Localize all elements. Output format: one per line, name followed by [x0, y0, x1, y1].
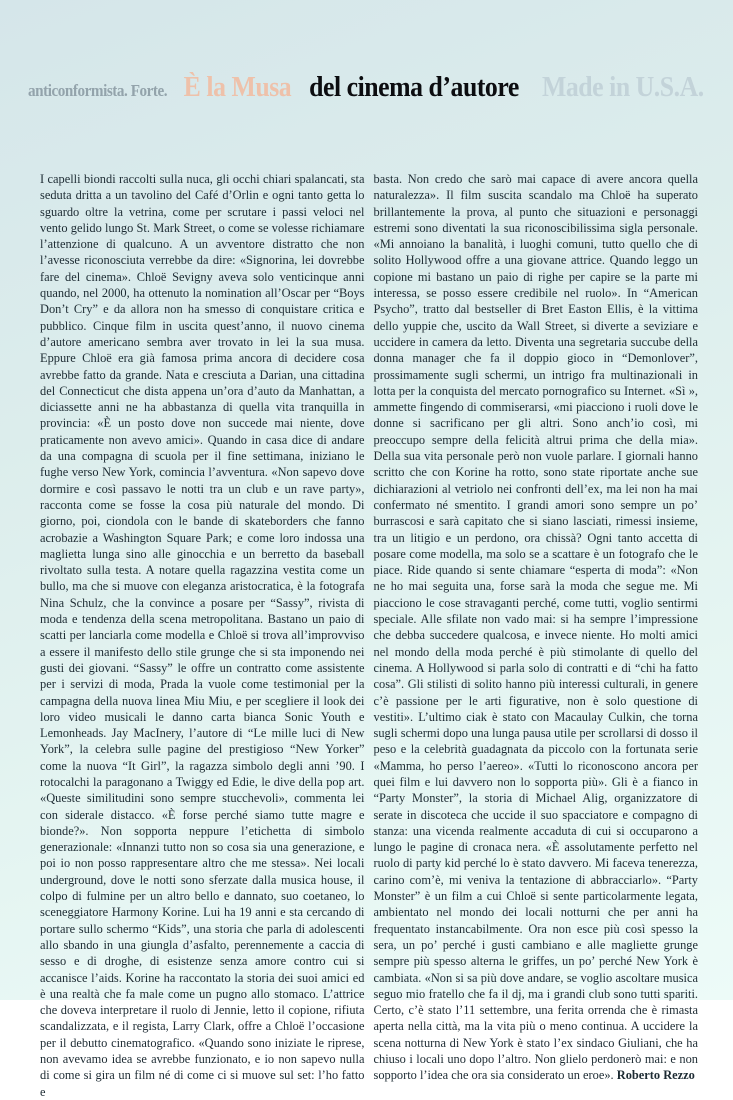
article-text-left: I capelli biondi raccolti sulla nuca, gli occhi chiari spalancati, sta seduta dritta a un tavolino del Café d’Orlin e ogni tanto getta lo sguardo oltre la vetrina, come per scrutare i passi veloci nel vento gelido lungo St. Mark Street, o come se volesse richiamare l’attenzione di qualcuno. A un avventore distratto che non l’avesse riconosciuta verrebbe da dire: «Signorina, lei dovrebbe fare del cinema». Chloë Sevigny aveva solo venticinque anni quando, nel 2000, ha ottenuto la nomination all’Oscar per “Boys Don’t Cry” e da allora non ha smesso di conquistare critica e pubblico. Cinque film in uscita quest’anno, il nuovo cinema d’autore americano sembra aver trovato in lei la sua musa. Eppure Chloë era già famosa prima ancora di decidere cosa avrebbe fatto da grande. Nata e cresciuta a Darian, una cittadina del Connecticut che dista appena un’ora d’auto da Manhattan, a diciassette anni ne ha abbastanza di quella vita tranquilla in provincia: «È un posto dove non succede mai niente, dove praticamente non avevo amici». Quando in casa dice di andare da una compagna di scuola per il fine settimana, iniziano le fughe verso New York, comincia l’avventura. «Non sapevo dove dormire e così passavo le notti tra un club e un rave party», racconta come se fosse la cosa più naturale del mondo. Di giorno, poi, ciondola con le bande di skateborders che fanno acrobazie a Washington Square Park; e come loro indossa una maglietta lunga sino alle ginocchia e un berretto da baseball rivoltato sulla testa. A notare quella ragazzina vestita come un bullo, ma che si muove con eleganza aristocratica, è la fotografa Nina Schulz, che la convince a posare per “Sassy”, rivista di moda e tendenza della scena metropolitana. Bastano un paio di scatti per lanciarla come modella e Chloë si trova all’improvviso a essere il manifesto dello stile grunge che si sta imponendo nei gusti dei giovani. “Sassy” le offre un contratto come assistente per i servizi di moda, Prada la vuole come testimonial per la campagna della nuova linea Miu Miu, e per scegliere il look dei loro video musicali le danno carta bianca Sonic Youth e Lemonheads. Jay MacInery, l’autore di “Le mille luci di New York”, la celebra sulle pagine del prestigioso “New Yorker” come la nuova “It Girl”, la ragazza simbolo degli anni ’90. I rotocalchi la paragonano a Twiggy ed Edie, le dive della pop art. «Queste similitudini sono sempre stucchevoli», commenta lei con siderale distacco. «È forse perché siamo tutte magre e bionde?». Non sopporta neppure l’etichetta di simbolo generazionale: «Innanzi tutto non so cosa sia una generazione, e poi io non posso rappresentare altro che me stessa». Nei locali underground, dove le notti sono sferzate dalla musica house, il colpo di fulmine per un altro bello e dannato, suo coetaneo, lo sceneggiatore Harmony Korine. Lui ha 19 anni e sta cercando di portare sullo schermo “Kids”, una storia che parla di adolescenti allo sbando in una giungla d’asfalto, perennemente a caccia di sesso e di droghe, di esistenze senza amore contro cui si accanisce l’aids. Korine ha raccontato la storia dei suoi amici ed è una realtà che fa male come un pugno allo stomaco. L’attrice che doveva interpretare il ruolo di Jennie, letto il copione, rifiuta scandalizzata, e il regista, Larry Clark, offre a Chloë l’occasione per il debutto cinematografico. «Quando sono iniziate le riprese, non avevamo idea se avrebbe funzionato, e io non sapevo nulla di come si gira un film né di come ci si muove sul set: l’ho fatto e	[40, 172, 365, 1099]
author-byline: Roberto Rezzo	[616, 1068, 695, 1083]
article-column-left	[40, 171, 365, 1100]
headline-suffix-text: Made in U.S.A.	[542, 72, 704, 103]
headline-main-text: del cinema d’autore	[309, 72, 519, 103]
headline-kicker: anticonformista. Forte.	[28, 81, 168, 100]
article-text-right: basta. Non credo che sarò mai capace di avere ancora quella naturalezza». Il film suscita scandalo ma Chloë ha superato brillantemente la prova, al punto che situazioni e personaggi estremi sono diventati la sua riconoscibilissima sigla personale. «Mi annoiano la banalità, i luoghi comuni, tutto quello che di solito Hollywood offre a una giovane attrice. Quando leggo un copione mi bastano un paio di righe per capire se la parte mi interessa, se posso essere credibile nel ruolo». In “American Psycho”, tratto dal bestseller di Bret Easton Ellis, è la vittima dello yuppie che, uscito da Wall Street, si diverte a seviziare e uccidere in camera da letto. Diventa una segretaria succube della donna manager che fa il doppio gioco in “Demonlover”, prossimamente sugli schermi, un intrigo fra multinazionali in lotta per la conquista del mercato pornografico su Internet. «Sì », ammette fingendo di commiserarsi, «mi piacciono i ruoli dove le donne si sacrificano per gli altri. Sono anch’io così, mi preoccupo sempre della felicità altrui prima che della mia». Della sua vita personale però non vuole parlare. I giornali hanno scritto che con Korine ha rotto, sono state riportate anche sue dichiarazioni al vetriolo nei confronti dell’ex, ma lei non ha mai confermato né smentito. I grandi amori sono sempre un po’ burrascosi e sarà capitato che si siano lasciati, rimessi insieme, tra un litigio e un perdono, ora chissà? Ogni tanto accetta di posare come modella, ma solo se a scattare è un fotografo che le piace. Ride quando si sente chiamare “esperta di moda”: «Non ne ho mai seguita una, forse sarà la moda che segue me. Mi piacciono le cose stravaganti perché, come tutti, voglio sentirmi speciale. Alle sfilate non vado mai: si ha sempre l’impressione che debba succedere qualcosa, e invece niente. Ho molti amici nel mondo della moda perché è più stimolante di quello del cinema. A Hollywood si parla solo di contratti e di “chi ha fatto cosa”. Gli stilisti di solito hanno più interessi culturali, in genere c’è passione per le arti figurative, non è solo questione di vestiti». L’ultimo ciak è stato con Macaulay Culkin, che torna sugli schermi dopo una lunga pausa utile per scrollarsi di dosso il peso e la celebrità guadagnata da piccolo con la fortunata serie «Mamma, ho perso l’aereo». «Tutti lo riconoscono ancora per quei film e lui davvero non lo sopporta più». Gli è a fianco in “Party Monster”, la storia di Michael Alig, organizzatore di serate in discoteca che uccide il suo spacciatore e compagno di stanza: una vicenda realmente accaduta di cui si occuparono a lungo le pagine di cronaca nera. «È assolutamente perfetto nel ruolo di party kid perché lo è stato davvero. Mi faceva tenerezza, carino com’è, mi veniva la tentazione di abbracciarlo». “Party Monster” è un film a cui Chloë si sente particolarmente legata, ambientato nel mondo dei locali notturni che per anni ha frequentato instancabilmente. Ora non esce più così spesso la sera, un po’ perché i gusti cambiano e alle magliette grunge sempre più spesso alterna le griffes, un po’ perché New York è cambiata. «Non si sa più dove andare, se voglio ascoltare musica seguo mio fratello che fa il dj, ma i grandi club sono tutti spariti. Certo, c’è stato l’11 settembre, una ferita orrenda che è rimasta aperta nella città, ma la vita più o meno continua. A uccidere la scena notturna di New York è stato l’ex sindaco Giuliani, che ha chiuso i locali uno dopo l’altro. Non glielo perdonerò mai: e non sopporto l’idea che ora sia considerato un eroe».	[373, 172, 698, 1083]
article-headline	[0, 72, 733, 104]
headline-accent-text: È la Musa	[183, 72, 292, 103]
article-column-right	[374, 171, 699, 1100]
article-body	[40, 171, 698, 1100]
